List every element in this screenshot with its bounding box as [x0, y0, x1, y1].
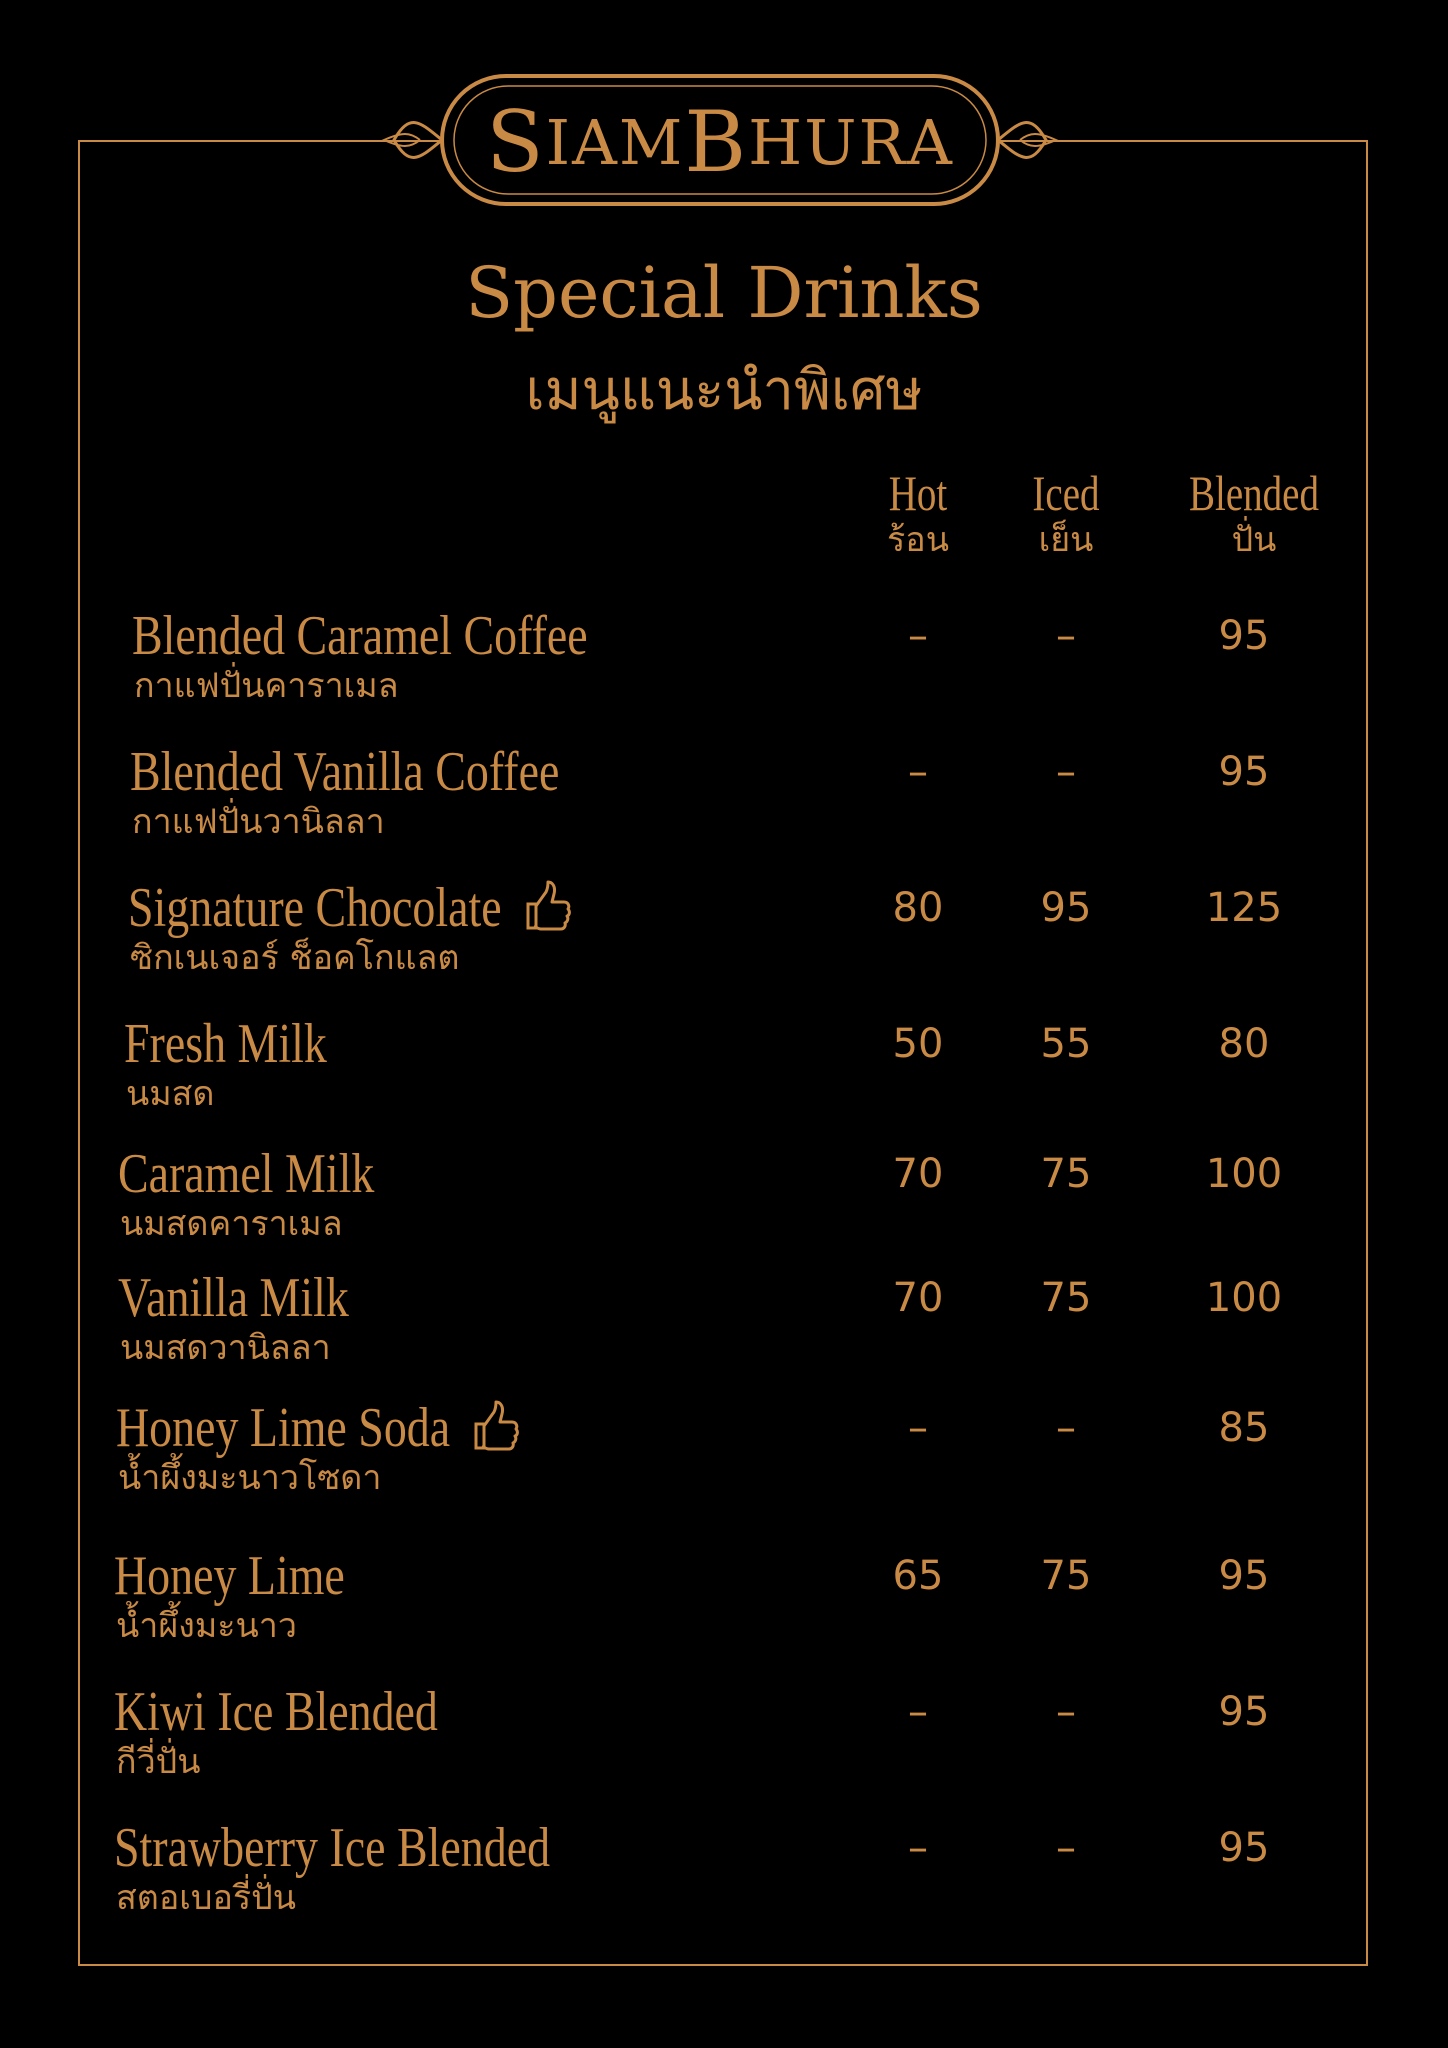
- item-name-thai: นมสดคาราเมล: [120, 1204, 343, 1244]
- column-hot-th: ร้อน: [887, 520, 949, 560]
- menu-item: [0, 878, 1448, 1008]
- item-name-english: Signature Chocolate: [128, 877, 502, 939]
- brand-iam: IAM: [545, 105, 685, 179]
- price-iced: –: [1056, 1825, 1076, 1871]
- price-blended: 95: [1218, 1689, 1270, 1735]
- item-name-english: Honey Lime: [114, 1545, 345, 1607]
- item-name-thai: สตอเบอรี่ปั่น: [116, 1878, 296, 1918]
- price-blended: 100: [1205, 1151, 1283, 1197]
- menu-title-thai: เมนูแนะนำพิเศษ: [525, 358, 923, 423]
- price-hot: –: [908, 1405, 928, 1451]
- menu-item: [0, 742, 1448, 872]
- item-name-thai: น้ำผึ้งมะนาว: [116, 1606, 297, 1646]
- menu-item: [0, 1268, 1448, 1398]
- item-name-thai: น้ำผึ้งมะนาวโซดา: [118, 1458, 382, 1498]
- price-hot: –: [908, 613, 928, 659]
- item-name-english: Kiwi Ice Blended: [114, 1681, 438, 1743]
- item-name-thai: กีวี่ปั่น: [116, 1742, 201, 1782]
- brand-initial-b: B: [684, 93, 749, 191]
- item-name-thai: ซิกเนเจอร์ ช็อคโกแลต: [130, 938, 460, 978]
- brand-initial-s: S: [486, 93, 546, 191]
- brand-hura: HURA: [748, 105, 954, 179]
- menu-item: [0, 1818, 1448, 1948]
- column-hot-en: Hot: [888, 465, 948, 521]
- price-iced: 75: [1040, 1151, 1092, 1197]
- price-hot: 70: [892, 1275, 944, 1321]
- menu-item: [0, 606, 1448, 736]
- item-name-english: Strawberry Ice Blended: [114, 1817, 551, 1879]
- item-name-thai: กาแฟปั่นคาราเมล: [134, 666, 399, 706]
- menu-item: [0, 1014, 1448, 1144]
- item-name-english: Fresh Milk: [124, 1013, 327, 1075]
- price-blended: 80: [1218, 1021, 1270, 1067]
- price-hot: –: [908, 749, 928, 795]
- price-blended: 95: [1218, 1825, 1270, 1871]
- column-iced-en: Iced: [1032, 465, 1100, 521]
- column-blended-en: Blended: [1189, 465, 1319, 521]
- column-blended-th: ปั่น: [1231, 520, 1277, 560]
- price-iced: 75: [1040, 1553, 1092, 1599]
- price-blended: 95: [1218, 613, 1270, 659]
- price-iced: 55: [1040, 1021, 1092, 1067]
- item-name-thai: นมสดวานิลลา: [120, 1328, 331, 1368]
- item-name-english: Blended Vanilla Coffee: [130, 741, 560, 803]
- menu-title-english: Special Drinks: [465, 252, 983, 334]
- price-hot: 65: [892, 1553, 944, 1599]
- item-name-thai: กาแฟปั่นวานิลลา: [132, 802, 385, 842]
- price-blended: 95: [1218, 749, 1270, 795]
- price-iced: –: [1056, 1405, 1076, 1451]
- item-name-thai: นมสด: [126, 1074, 215, 1114]
- price-blended: 125: [1205, 885, 1283, 931]
- price-hot: 50: [892, 1021, 944, 1067]
- price-iced: 95: [1040, 885, 1092, 931]
- item-name-english: Vanilla Milk: [118, 1267, 349, 1329]
- column-header-iced: [966, 466, 1166, 560]
- price-iced: –: [1056, 613, 1076, 659]
- price-iced: 75: [1040, 1275, 1092, 1321]
- item-name-english: Blended Caramel Coffee: [132, 605, 588, 667]
- column-iced-th: เย็น: [1038, 520, 1094, 560]
- price-hot: –: [908, 1825, 928, 1871]
- menu-item: [0, 1398, 1448, 1528]
- price-blended: 85: [1218, 1405, 1270, 1451]
- item-name-english: Caramel Milk: [118, 1143, 375, 1205]
- thumbs-up-icon: [524, 880, 572, 936]
- menu-item: [0, 1546, 1448, 1676]
- price-hot: 80: [892, 885, 944, 931]
- brand-name: [380, 72, 1060, 212]
- price-iced: –: [1056, 1689, 1076, 1735]
- column-header-blended: [1154, 466, 1354, 560]
- menu-item: [0, 1144, 1448, 1274]
- price-blended: 95: [1218, 1553, 1270, 1599]
- price-hot: 70: [892, 1151, 944, 1197]
- price-hot: –: [908, 1689, 928, 1735]
- price-blended: 100: [1205, 1275, 1283, 1321]
- price-iced: –: [1056, 749, 1076, 795]
- brand-logo: [380, 72, 1060, 212]
- item-name-english: Honey Lime Soda: [116, 1397, 451, 1459]
- menu-item: [0, 1682, 1448, 1812]
- thumbs-up-icon: [472, 1400, 520, 1456]
